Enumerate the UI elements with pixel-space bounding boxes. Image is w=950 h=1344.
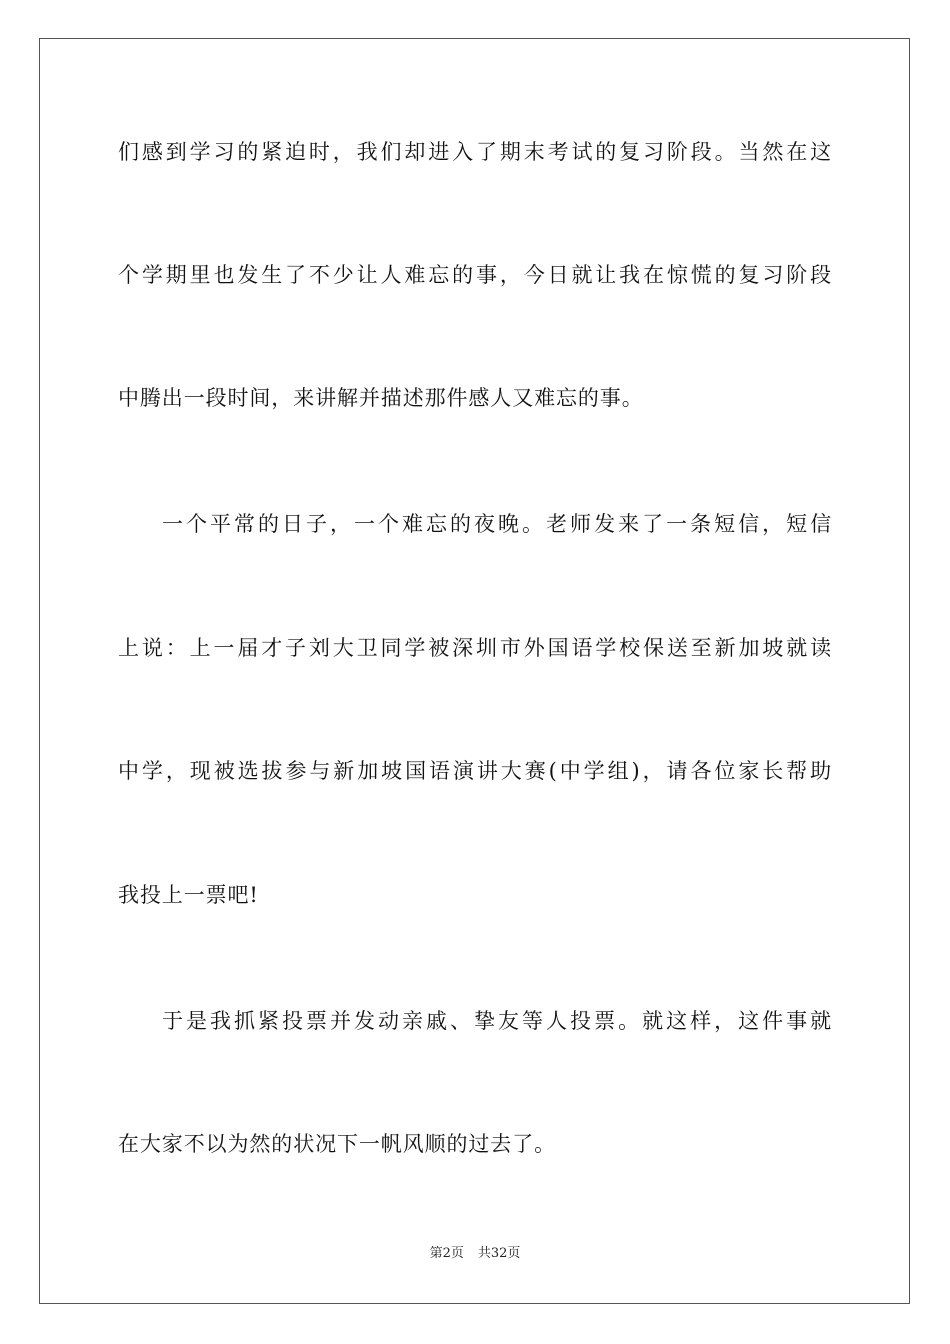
text-line: 个学期里也发生了不少让人难忘的事，今日就让我在惊慌的复习阶段 bbox=[118, 263, 832, 287]
paragraph-first-line: 于是我抓紧投票并发动亲戚、挚友等人投票。就这样，这件事就 bbox=[162, 1009, 832, 1033]
text-line: 上说：上一届才子刘大卫同学被深圳市外国语学校保送至新加坡就读 bbox=[118, 636, 832, 660]
page-total: 共32页 bbox=[477, 1246, 521, 1261]
text-line: 在大家不以为然的状况下一帆风顺的过去了。 bbox=[118, 1132, 556, 1156]
page-number: 第2页 bbox=[429, 1246, 464, 1261]
text-line: 们感到学习的紧迫时，我们却进入了期末考试的复习阶段。当然在这 bbox=[118, 140, 832, 164]
paragraph-first-line: 一个平常的日子，一个难忘的夜晚。老师发来了一条短信，短信 bbox=[162, 512, 832, 536]
page-footer bbox=[0, 1245, 950, 1263]
page-frame bbox=[39, 38, 910, 1304]
text-line: 中腾出一段时间，来讲解并描述那件感人又难忘的事。 bbox=[118, 386, 644, 410]
text-line: 中学，现被选拔参与新加坡国语演讲大赛(中学组)，请各位家长帮助 bbox=[118, 759, 832, 783]
text-line: 我投上一票吧! bbox=[118, 883, 259, 907]
